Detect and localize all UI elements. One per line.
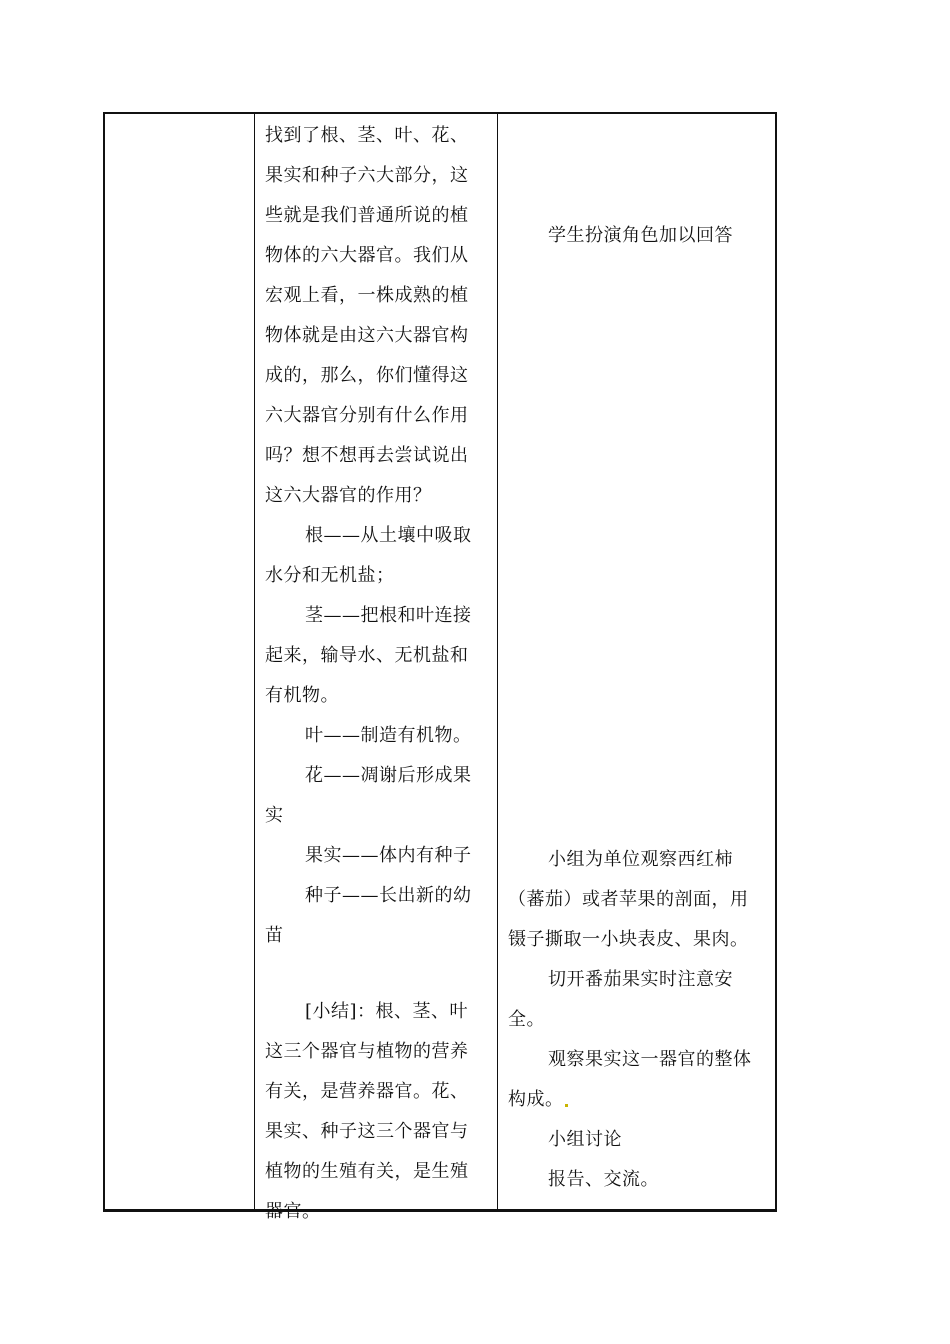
report-text: 报告、交流。: [548, 1169, 659, 1190]
summary-line: 有关，是营养器官。花、: [265, 1081, 469, 1102]
fruit-function: 果实——体内有种子: [305, 845, 472, 866]
text-line: 这六大器官的作用？: [265, 485, 432, 506]
structure-text-cont: [508, 1080, 764, 1120]
text-line: 吗？想不想再去尝试说出: [265, 445, 469, 466]
flower-function: 花——凋谢后形成果: [305, 765, 472, 786]
text-line: 物体的六大器官。我们从: [265, 245, 469, 266]
flower-function-cont: 实: [265, 805, 284, 826]
student-activity-cell: [508, 114, 764, 1200]
leaf-function: 叶——制造有机物。: [305, 725, 472, 746]
summary-line: 这三个器官与植物的营养: [265, 1041, 469, 1062]
safety-text-cont: 全。: [508, 1009, 545, 1030]
text-line: 物体就是由这六大器官构: [265, 325, 469, 346]
summary-line: 植物的生殖有关，是生殖: [265, 1161, 469, 1182]
summary: [小结]：根、茎、叶: [305, 1001, 469, 1022]
column-divider-left: [254, 114, 255, 1209]
scan-mark: [565, 1104, 568, 1107]
structure-text-end: 构成。: [508, 1089, 564, 1110]
summary-line: 果实、种子这三个器官与: [265, 1121, 469, 1142]
observe-text: 小组为单位观察西红柿: [548, 849, 733, 870]
lesson-table: [103, 112, 777, 1222]
column-divider-right: [497, 114, 498, 1209]
text-line: 六大器官分别有什么作用: [265, 405, 469, 426]
role-play-text: 学生扮演角色加以回答: [548, 225, 733, 246]
stem-function-cont: 起来，输导水、无机盐和: [265, 645, 469, 666]
root-function-cont: 水分和无机盐；: [265, 565, 395, 586]
text-line: 宏观上看，一株成熟的植: [265, 285, 469, 306]
stem-function-cont: 有机物。: [265, 685, 339, 706]
structure-text: 观察果实这一器官的整体: [548, 1049, 752, 1070]
observe-text-cont: （蕃茄）或者苹果的剖面，用: [508, 889, 749, 910]
stem-function: 茎——把根和叶连接: [305, 605, 472, 626]
root-function: 根——从土壤中吸取: [305, 525, 472, 546]
text-line: 找到了根、茎、叶、花、: [265, 125, 469, 146]
safety-text: 切开番茄果实时注意安: [548, 969, 733, 990]
text-line: 果实和种子六大部分，这: [265, 165, 469, 186]
teacher-activity-cell: [265, 116, 485, 1232]
text-line: 成的，那么，你们懂得这: [265, 365, 469, 386]
observe-text-cont: 镊子撕取一小块表皮、果肉。: [508, 929, 749, 950]
seed-function-cont: 苗: [265, 925, 284, 946]
text-line: 些就是我们普通所说的植: [265, 205, 469, 226]
seed-function: 种子——长出新的幼: [305, 885, 472, 906]
summary-line: 器官。: [265, 1201, 321, 1222]
discuss-text: 小组讨论: [548, 1129, 622, 1150]
